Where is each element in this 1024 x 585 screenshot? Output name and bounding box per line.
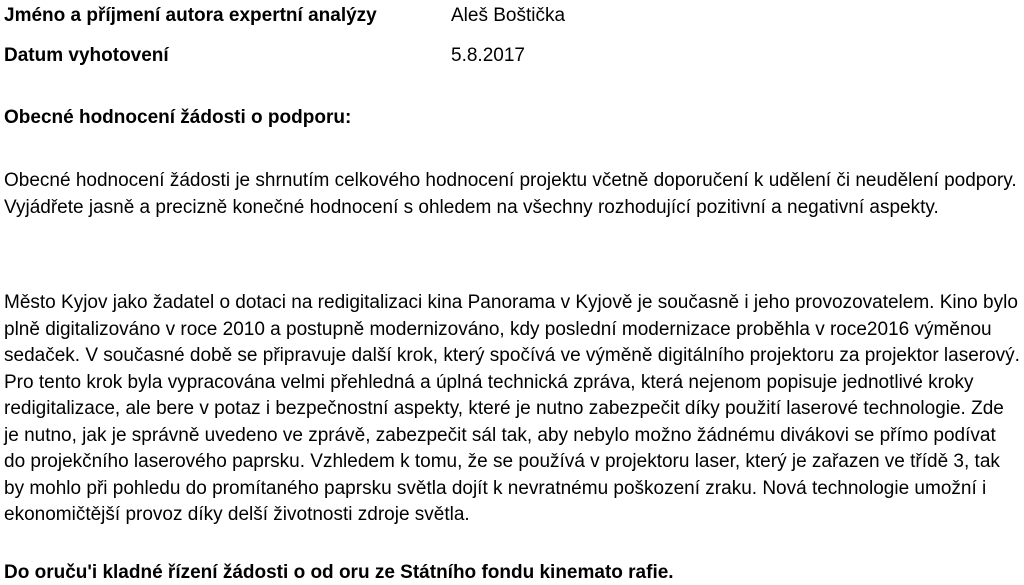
instructions-paragraph: Obecné hodnocení žádosti je shrnutím celkového hodnocení projektu včetně doporučení k udělení či neudělení podpory. Vyjádřete jasně a precizně konečné hodnocení s ohledem na všechny rozhodující pozitivní a negativní aspekty.: [4, 170, 1017, 218]
author-value: Aleš Boštička: [451, 5, 566, 26]
date-value: 5.8.2017: [451, 45, 525, 66]
date-label: Datum vyhotovení: [4, 45, 169, 66]
section-heading: Obecné hodnocení žádosti o podporu:: [4, 107, 352, 128]
author-label: Jméno a příjmení autora expertní analýzy: [4, 5, 377, 26]
assessment-paragraph: Město Kyjov jako žadatel o dotaci na redigitalizaci kina Panorama v Kyjově je současně i jeho provozovatelem. Kino bylo plně digitalizováno v roce 2010 a postupně modernizováno, kdy poslední modernizace proběhla v roce2016 výměnou sedaček. V současné době se připravuje další krok, který spočívá ve výměně digitálního projektoru za projektor laserový. Pro tento krok byla vypracována velmi přehledná a úplná technická zpráva, která nejenom popisuje jednotlivé kroky redigitalizace, ale bere v potaz i bezpečnostní aspekty, které je nutno zabezpečit díky použití laserové technologie. Zde je nutno, jak je správně uvedeno ve zprávě, zabezpečit sál tak, aby nebylo možno žádnému divákovi se přímo podívat do projekčního laserového paprsku. Vzhledem k tomu, že se používá v projektoru laser, který je zařazen ve třídě 3, tak by mohlo při pohledu do promítaného paprsku světla dojít k nevratnému poškození zraku. Nová technologie umožní i ekonomičtější provoz díky delší životnosti zdroje světla.: [4, 292, 1020, 525]
recommendation-line: Do oruču'i kladné řízení žádosti o od oru ze Státního fondu kinemato rafie.: [4, 562, 674, 583]
